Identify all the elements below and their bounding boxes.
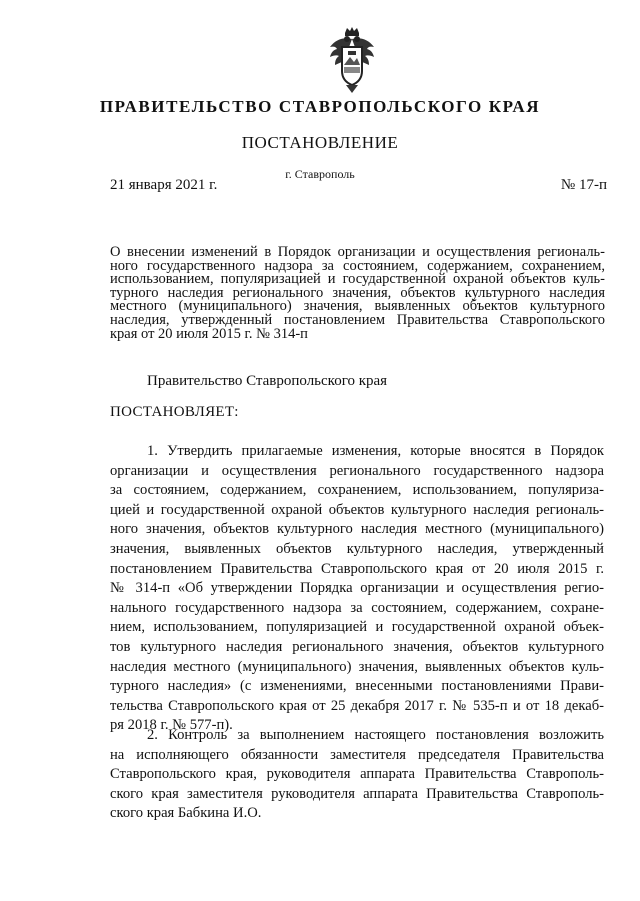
- paragraph-line: за состоянием, содержанием, сохранением, использованием, популяриза-: [110, 482, 604, 499]
- paragraph-line: нального государственного надзора за состоянием, содержанием, сохране-: [110, 599, 604, 616]
- paragraph-line: постановлением Правительства Ставропольского края от 20 июля 2015 г.: [110, 560, 604, 577]
- paragraph-line: ного значения, объектов культурного наследия местного (муниципального): [110, 521, 604, 538]
- document-date: 21 января 2021 г.: [110, 177, 218, 193]
- paragraph-line: на исполняющего обязанности заместителя председателя Правительства: [110, 746, 604, 763]
- paragraph-line: нием, использованием, популяризацией и государственной охраной объек-: [110, 619, 604, 636]
- paragraph-line: тельства Ставропольского края от 25 декабря 2017 г. № 535-п и от 18 декаб-: [110, 697, 604, 714]
- paragraph-line: наследия местного (муниципального) значения, выявленных объектов куль-: [110, 658, 604, 675]
- paragraph-2: [110, 726, 604, 824]
- subject-line: края от 20 июля 2015 г. № 314-п: [110, 325, 308, 342]
- coat-of-arms-icon: [328, 27, 376, 95]
- subject-line: использованием, популяризацией и государственной охраной объектов куль-: [110, 271, 605, 288]
- paragraph-line: 1. Утвердить прилагаемые изменения, которые вносятся в Порядок: [147, 443, 604, 459]
- decree-word: ПОСТАНОВЛЯЕТ:: [110, 404, 239, 420]
- preamble: Правительство Ставропольского края: [147, 373, 388, 389]
- paragraph-line: ского края заместителя руководителя аппарата Правительства Ставрополь-: [110, 785, 604, 802]
- paragraph-line: значения, выявленных объектов культурного наследия, утвержденный: [110, 540, 604, 557]
- paragraph-line: цией и государственной охраной объектов культурного наследия региональ-: [110, 501, 604, 518]
- government-title: ПРАВИТЕЛЬСТВО СТАВРОПОЛЬСКОГО КРАЯ: [99, 97, 541, 116]
- paragraph-line: ря 2018 г. № 577-п).: [110, 717, 233, 734]
- paragraph-line: 2. Контроль за выполнением настоящего постановления возложить: [147, 727, 604, 743]
- document-type: ПОСТАНОВЛЕНИЕ: [241, 133, 399, 152]
- document-number: № 17-п: [560, 177, 607, 193]
- paragraph-line: Ставропольского края, руководителя аппарата Правительства Ставрополь-: [110, 766, 604, 783]
- paragraph-1: [110, 442, 604, 736]
- subject-line: наследия, утвержденный постановлением Правительства Ставропольского: [110, 311, 605, 328]
- subject-line: турного наследия регионального значения, объектов культурного наследия: [110, 284, 605, 301]
- paragraph-line: № 314-п «Об утверждении Порядка организации и осуществления регио-: [110, 580, 604, 597]
- document-subject: [110, 246, 605, 341]
- paragraph-line: ского края Бабкина И.О.: [110, 805, 262, 822]
- paragraph-line: турного наследия» (с изменениями, внесенными постановлениями Прави-: [110, 678, 604, 695]
- subject-line: О внесении изменений в Порядок организации и осуществления региональ-: [110, 244, 605, 260]
- city-label: г. Ставрополь: [285, 167, 355, 181]
- subject-line: местного (муниципального) значения, выявленных объектов культурного: [110, 298, 605, 315]
- subject-line: ного государственного надзора за состоянием, содержанием, сохранением,: [110, 257, 605, 274]
- paragraph-line: тов культурного наследия регионального значения, объектов культурного: [110, 638, 604, 655]
- paragraph-line: организации и осуществления регионального государственного надзора: [110, 462, 604, 479]
